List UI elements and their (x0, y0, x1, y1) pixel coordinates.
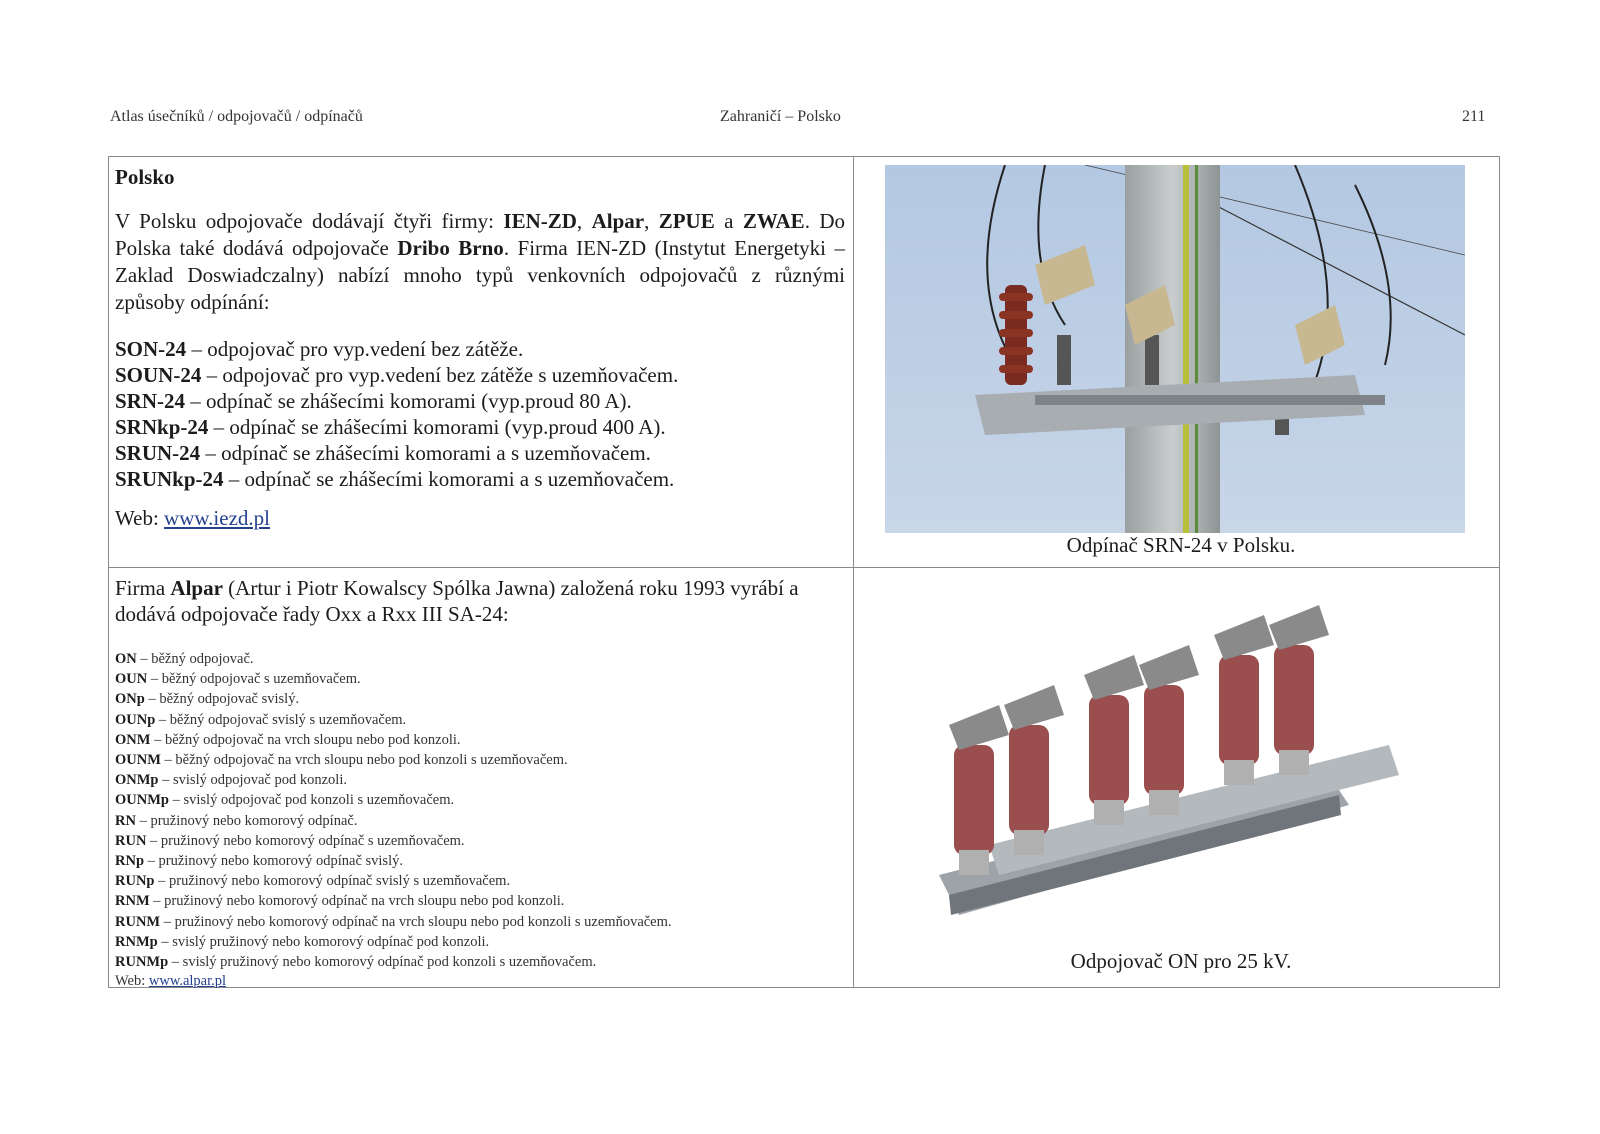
alpar-type-code: ONMp (115, 772, 159, 789)
header-left: Atlas úsečníků / odpojovačů / odpínačů (110, 108, 363, 125)
web-link-2[interactable]: www.alpar.pl (148, 973, 227, 990)
alpar-type-desc: – pružinový nebo komorový odpínač svislý. (144, 853, 403, 870)
alpar-type-item (115, 649, 845, 669)
photo-caption-2: Odpojovač ON pro 25 kV. (1070, 949, 1292, 973)
alpar-type-code: RNM (115, 893, 150, 910)
type-desc: – odpojovač pro vyp.vedení bez zátěže. (186, 337, 524, 361)
alpar-type-code: ONM (115, 731, 151, 748)
type-code: SON-24 (115, 337, 187, 361)
photo-srn24-pole (885, 165, 1465, 533)
intro-seg: , (576, 209, 592, 233)
alpar-intro-seg: (Artur i Piotr Kowalscy Spólka Jawna) založená roku 1993 vyrábí a dodává odpojovače řady Oxx a Rxx III SA-24: (115, 576, 799, 626)
alpar-type-item (115, 871, 845, 891)
alpar-type-item (115, 912, 845, 932)
page-number: 211 (1462, 108, 1486, 125)
alpar-type-item (115, 891, 845, 911)
alpar-type-desc: – běžný odpojovač svislý s uzemňovačem. (155, 711, 407, 728)
alpar-type-desc: – svislý odpojovač pod konzoli s uzemňovačem. (168, 792, 455, 809)
intro-seg: ZPUE (658, 209, 715, 233)
alpar-type-code: ON (115, 651, 137, 667)
type-item (115, 414, 845, 440)
alpar-type-desc: – svislý pružinový nebo komorový odpínač pod konzoli s uzemňovačem. (168, 954, 597, 971)
alpar-type-item (115, 730, 845, 750)
type-code: SRUNkp-24 (115, 467, 224, 491)
alpar-type-desc: – běžný odpojovač na vrch sloupu nebo pod konzoli s uzemňovačem. (160, 752, 568, 769)
alpar-type-item (115, 952, 845, 972)
alpar-type-desc: – běžný odpojovač. (136, 651, 254, 667)
alpar-type-code: RUNMp (115, 954, 169, 971)
content-table (108, 156, 1500, 988)
alpar-type-item (115, 932, 845, 952)
alpar-type-desc: – svislý odpojovač pod konzoli. (158, 772, 347, 789)
alpar-type-desc: – běžný odpojovač na vrch sloupu nebo pod konzoli. (150, 731, 461, 748)
web-line-2 (115, 972, 845, 990)
web-link[interactable]: www.iezd.pl (164, 506, 270, 530)
intro-seg: IEN-ZD (503, 209, 577, 233)
intro-seg: . Do Polska také dodává odpojovače (115, 209, 845, 260)
alpar-type-item (115, 770, 845, 790)
type-desc: – odpínač se zhášecími komorami (vyp.proud 80 A). (185, 389, 632, 413)
section-intro (115, 208, 845, 316)
alpar-type-item (115, 831, 845, 851)
alpar-type-item (115, 750, 845, 770)
web-label: Web: (115, 506, 165, 530)
photo-on-disconnector (929, 575, 1449, 947)
type-code: SRUN-24 (115, 441, 201, 465)
alpar-type-code: RNp (115, 853, 145, 870)
alpar-type-code: RNMp (115, 933, 158, 950)
type-code: SRNkp-24 (115, 415, 209, 439)
alpar-type-desc: – běžný odpojovač s uzemňovačem. (147, 671, 361, 688)
intro-seg: ZWAE (742, 209, 805, 233)
intro-seg: V Polsku odpojovače dodávají čtyři firmy: (115, 209, 504, 233)
alpar-type-list (115, 649, 845, 972)
alpar-type-code: OUNMp (115, 792, 169, 809)
alpar-type-code: OUN (115, 671, 148, 688)
alpar-type-code: OUNp (115, 711, 156, 728)
alpar-type-item (115, 669, 845, 689)
intro-seg: a (714, 209, 743, 233)
alpar-type-desc: – pružinový nebo komorový odpínač na vrch sloupu nebo pod konzoli s uzemňovačem. (160, 913, 672, 930)
alpar-intro (115, 575, 845, 627)
section-title: Polsko (115, 165, 175, 189)
alpar-type-code: RUNp (115, 873, 155, 890)
web-label-2: Web: (115, 973, 149, 990)
intro-seg: , (644, 209, 659, 233)
alpar-type-desc: – pružinový nebo komorový odpínač. (135, 812, 358, 829)
alpar-type-code: RN (115, 812, 136, 829)
type-code: SRN-24 (115, 389, 186, 413)
alpar-type-code: OUNM (115, 752, 161, 769)
alpar-type-item (115, 851, 845, 871)
column-divider (853, 157, 854, 987)
alpar-type-code: RUNM (115, 913, 161, 930)
intro-seg: Dribo Brno (397, 236, 504, 260)
alpar-intro-seg: Alpar (170, 576, 223, 600)
alpar-type-desc: – pružinový nebo komorový odpínač s uzemňovačem. (146, 832, 465, 849)
section-alpar-text (115, 575, 845, 990)
alpar-type-item (115, 811, 845, 831)
type-item (115, 440, 845, 466)
alpar-type-code: RUN (115, 832, 147, 849)
type-desc: – odpínač se zhášecími komorami (vyp.proud 400 A). (208, 415, 666, 439)
row-divider (109, 567, 1499, 568)
photo-caption-1: Odpínač SRN-24 v Polsku. (1066, 533, 1296, 557)
type-item (115, 336, 845, 362)
section-polsko-text (115, 165, 845, 531)
type-desc: – odpojovač pro vyp.vedení bez zátěže s uzemňovačem. (201, 363, 679, 387)
intro-seg: Alpar (591, 209, 645, 233)
alpar-type-code: ONp (115, 691, 145, 708)
type-item (115, 388, 845, 414)
alpar-type-desc: – běžný odpojovač svislý. (144, 691, 300, 708)
alpar-type-item (115, 689, 845, 709)
header-center: Zahraničí – Polsko (720, 108, 841, 125)
type-list (115, 336, 845, 492)
alpar-type-desc: – svislý pružinový nebo komorový odpínač pod konzoli. (157, 933, 490, 950)
alpar-type-desc: – pružinový nebo komorový odpínač svislý s uzemňovačem. (154, 873, 511, 890)
alpar-type-item (115, 790, 845, 810)
type-desc: – odpínač se zhášecími komorami a s uzemňovačem. (200, 441, 651, 465)
alpar-intro-seg: Firma (115, 576, 171, 600)
alpar-type-item (115, 710, 845, 730)
intro-seg: . Firma IEN-ZD (Instytut Energetyki – Zaklad Doswiadczalny) nabízí mnoho typů venkovních odpojovačů z různými způsoby odpínání: (115, 236, 845, 314)
type-code: SOUN-24 (115, 363, 202, 387)
type-item (115, 466, 845, 492)
alpar-type-desc: – pružinový nebo komorový odpínač na vrch sloupu nebo pod konzoli. (149, 893, 565, 910)
type-item (115, 362, 845, 388)
type-desc: – odpínač se zhášecími komorami a s uzemňovačem. (223, 467, 675, 491)
web-line (115, 506, 845, 531)
